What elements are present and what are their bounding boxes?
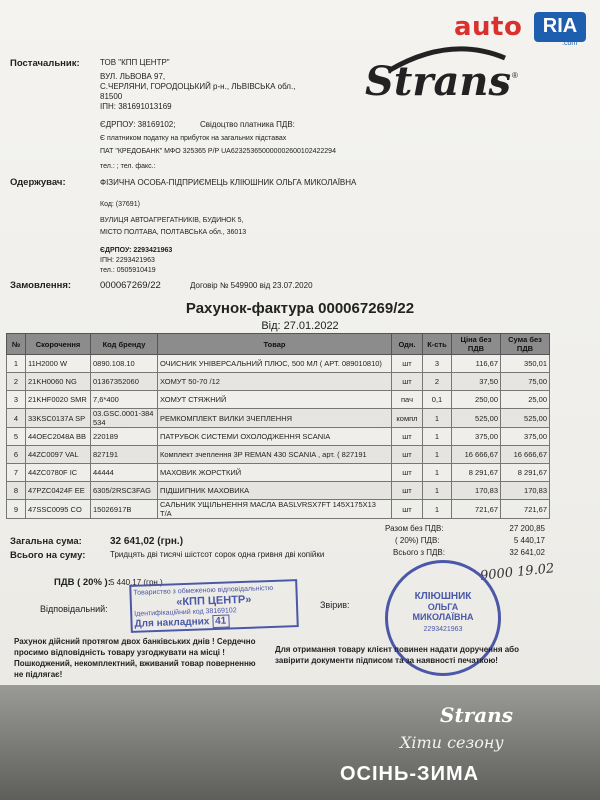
cell-unit: шт — [392, 446, 423, 464]
cell-unit: шт — [392, 482, 423, 500]
total-value: 32 641,02 — [509, 548, 545, 557]
cell-sum: 721,67 — [501, 500, 550, 519]
cell-price: 170,83 — [452, 482, 501, 500]
col-sum: Сума без ПДВ — [501, 334, 550, 355]
cell-qty: 3 — [423, 355, 452, 373]
cell-number: 5 — [7, 428, 26, 446]
company-stamp — [129, 579, 299, 633]
supplier-ipn: ІПН: 381691013169 — [100, 102, 172, 111]
cell-number: 2 — [7, 373, 26, 391]
cell-sum: 75,00 — [501, 373, 550, 391]
table-row — [7, 464, 550, 482]
totals-block — [385, 524, 545, 560]
cell-qty: 2 — [423, 373, 452, 391]
col-short: Скорочення — [26, 334, 91, 355]
table-row — [7, 373, 550, 391]
cell-number: 8 — [7, 482, 26, 500]
banner-season: ОСІНЬ-ЗИМА — [340, 763, 480, 785]
cell-short: 47SSC0095 CO — [26, 500, 91, 519]
items-header-row — [7, 334, 550, 355]
cell-price: 16 666,67 — [452, 446, 501, 464]
cell-brand-code: 827191 — [91, 446, 158, 464]
stamp-rect-line2: «КПП ЦЕНТР» — [176, 593, 252, 609]
cell-sum: 170,83 — [501, 482, 550, 500]
recipient-street: ВУЛИЦЯ АВТОАГРЕГАТНИКІВ, БУДИНОК 5, — [100, 217, 244, 224]
cell-price: 250,00 — [452, 391, 501, 409]
items-body — [7, 355, 550, 519]
cell-product: ПАТРУБОК СИСТЕМИ ОХОЛОДЖЕННЯ SCANIA — [158, 428, 392, 446]
stamp-round-name3: МИКОЛАЇВНА — [412, 612, 474, 622]
cell-number: 9 — [7, 500, 26, 519]
cell-qty: 0,1 — [423, 391, 452, 409]
cell-brand-code: 01367352060 — [91, 373, 158, 391]
vat-row-label: ПДВ ( 20% ): — [54, 577, 111, 588]
cell-short: 21KHF0020 SMR — [26, 391, 91, 409]
words-label: Всього на суму: — [10, 550, 86, 561]
stamp-round-name2: ОЛЬГА — [427, 602, 459, 612]
cell-short: 44OEC2048A BB — [26, 428, 91, 446]
col-price: Ціна без ПДВ — [452, 334, 501, 355]
cell-number: 6 — [7, 446, 26, 464]
watermark-ria: RIA — [534, 12, 586, 42]
supplier-label: Постачальник: — [10, 58, 80, 69]
cell-brand-code: 44444 — [91, 464, 158, 482]
supplier-phone: тел.: ; тел. факс.: — [100, 163, 156, 170]
cell-number: 3 — [7, 391, 26, 409]
invoice-date: Від: 27.01.2022 — [261, 320, 339, 332]
col-number: № — [7, 334, 26, 355]
invoice-title: Рахунок-фактура 000067269/22 — [185, 300, 415, 317]
vat-value: 5 440,17 — [513, 536, 545, 545]
supplier-vat-cert: Свідоцтво платника ПДВ: — [200, 120, 295, 129]
stamp-rect-number: 41 — [212, 614, 230, 628]
cell-number: 1 — [7, 355, 26, 373]
table-row — [7, 482, 550, 500]
without-vat-label: Разом без ПДВ: — [385, 524, 444, 533]
col-qty: К-сть — [423, 334, 452, 355]
cell-brand-code: 03.GSC.0001-384 534 — [91, 409, 158, 428]
cell-sum: 8 291,67 — [501, 464, 550, 482]
cell-price: 375,00 — [452, 428, 501, 446]
cell-short: 44ZC0097 VAL — [26, 446, 91, 464]
vat-row-value: 5 440,17 (грн.) — [110, 578, 163, 587]
stamp-rect-line1: Товариство з обмеженою відповідальністю — [133, 584, 274, 597]
cell-sum: 16 666,67 — [501, 446, 550, 464]
cell-product: МАХОВИК ЖОРСТКИЙ — [158, 464, 392, 482]
cell-sum: 350,01 — [501, 355, 550, 373]
table-row — [7, 409, 550, 428]
note-left: Рахунок дійсний протягом двох банківських днів ! Сердечно просимо відповідність товару узгоджувати на місці ! Пошкоджений, некомплектний, вживаний товар поверненню не підлягає! — [14, 637, 256, 679]
cell-brand-code: 7,6*400 — [91, 391, 158, 409]
cell-product: РЕМКОМПЛЕКТ ВИЛКИ ЗЧЕПЛЕННЯ — [158, 409, 392, 428]
watermark-domain: .com — [562, 40, 578, 47]
recipient-address — [100, 216, 360, 237]
cell-sum: 25,00 — [501, 391, 550, 409]
items-table — [6, 333, 550, 519]
recipient-edrpou: ЄДРПОУ: 2293421963 — [100, 247, 173, 254]
cell-product: ПІДШИПНИК МАХОВИКА — [158, 482, 392, 500]
stamp-rect-line4-text: Для накладних — [134, 616, 210, 630]
note-right: Для отримання товару клієнт повинен надати доручення або завірити документи підписом та за наявності печаткою! — [275, 645, 519, 665]
handwritten-note: 9000 19.02 — [479, 561, 556, 584]
cell-product: САЛЬНИК УЩІЛЬНЕННЯ МАСЛА BASLVRSX7FT 145X175X13 T/A — [158, 500, 392, 519]
cell-short: 21KH0060 NG — [26, 373, 91, 391]
watermark-auto: auto — [454, 12, 523, 42]
supplier-zip: 81500 — [100, 92, 123, 101]
received-label: Звірив: — [320, 600, 350, 610]
cell-qty: 1 — [423, 428, 452, 446]
banner-brand: Strans — [440, 703, 513, 727]
vat-label: ( 20%) ПДВ: — [395, 536, 440, 545]
col-product: Товар — [158, 334, 392, 355]
cell-short: 44ZC0780F IC — [26, 464, 91, 482]
table-row — [7, 500, 550, 519]
recipient-label: Одержувач: — [10, 177, 66, 188]
logo-text: Strans — [365, 58, 511, 105]
supplier-bank: ПАТ "КРЕДОБАНК" МФО 325365 Р/Р UA623253650000002600102422294 — [100, 148, 336, 155]
cell-unit: шт — [392, 500, 423, 519]
table-row — [7, 355, 550, 373]
recipient-name: ФІЗИЧНА ОСОБА-ПІДПРИЄМЕЦЬ КЛІЮШНИК ОЛЬГА МИКОЛАЇВНА — [100, 178, 357, 187]
cell-product: ХОМУТ СТЯЖНИЙ — [158, 391, 392, 409]
cell-unit: пач — [392, 391, 423, 409]
cell-qty: 1 — [423, 464, 452, 482]
cell-number: 7 — [7, 464, 26, 482]
recipient-phone: тел.: 0505910419 — [100, 267, 156, 274]
cell-sum: 525,00 — [501, 409, 550, 428]
recipient-ipn: ІПН: 2293421963 — [100, 257, 155, 264]
issued-label: Відповідальний: — [40, 604, 108, 614]
cell-qty: 1 — [423, 482, 452, 500]
supplier-street: ВУЛ. ЛЬВОВА 97, — [100, 72, 166, 81]
cell-unit: компл — [392, 409, 423, 428]
recipient-code: Код: (37691) — [100, 201, 140, 208]
banner-slogan: Хіти сезону — [400, 733, 504, 752]
cell-price: 8 291,67 — [452, 464, 501, 482]
cell-product: ХОМУТ 50-70 /12 — [158, 373, 392, 391]
cell-qty: 1 — [423, 500, 452, 519]
table-row — [7, 391, 550, 409]
cell-qty: 1 — [423, 446, 452, 464]
cell-price: 116,67 — [452, 355, 501, 373]
promo-banner — [0, 685, 600, 800]
cell-product: ОЧИСНИК УНІВЕРСАЛЬНИЙ ПЛЮС, 500 МЛ ( АРТ. 089010810) — [158, 355, 392, 373]
recipient-city: МІСТО ПОЛТАВА, ПОЛТАВСЬКА обл., 36013 — [100, 229, 247, 236]
table-row — [7, 428, 550, 446]
cell-unit: шт — [392, 373, 423, 391]
cell-unit: шт — [392, 355, 423, 373]
stamp-round-code: 2293421963 — [423, 626, 463, 633]
supplier-block — [100, 58, 400, 112]
order-number: 000067269/22 — [100, 280, 161, 291]
cell-unit: шт — [392, 464, 423, 482]
without-vat-value: 27 200,85 — [509, 524, 545, 533]
col-unit: Одн. — [392, 334, 423, 355]
cell-short: 47PZC0424F EE — [26, 482, 91, 500]
col-brand-code: Код бренду — [91, 334, 158, 355]
cell-brand-code: 220189 — [91, 428, 158, 446]
table-row — [7, 446, 550, 464]
order-label: Замовлення: — [10, 280, 72, 291]
logo-mark: ® — [512, 71, 518, 80]
sum-label: Загальна сума: — [10, 536, 82, 547]
supplier-profit-tax: Є платником податку на прибуток на загальних підставах — [100, 135, 287, 142]
sum-value: 32 641,02 (грн.) — [110, 536, 184, 547]
cell-number: 4 — [7, 409, 26, 428]
order-contract: Договір № 549900 від 23.07.2020 — [190, 281, 313, 290]
stamp-rect-line3: Ідентифікаційний код 38169102 — [134, 607, 237, 618]
cell-price: 37,50 — [452, 373, 501, 391]
cell-brand-code: 6305/2RSC3FAG — [91, 482, 158, 500]
words-value: Тридцять дві тисячі шістсот сорок одна гривня дві копійки — [110, 550, 325, 559]
total-label: Всього з ПДВ: — [393, 548, 445, 557]
cell-product: Комплект зчеплення 3P REMAN 430 SCANIA , арт. ( 827191 — [158, 446, 392, 464]
stamp-round-name1: КЛІЮШНИК — [414, 591, 472, 602]
supplier-edrpou: ЄДРПОУ: 38169102; — [100, 120, 176, 129]
cell-price: 721,67 — [452, 500, 501, 519]
cell-brand-code: 15026917B — [91, 500, 158, 519]
cell-sum: 375,00 — [501, 428, 550, 446]
cell-short: 11H2000 W — [26, 355, 91, 373]
cell-unit: шт — [392, 428, 423, 446]
cell-short: 33KSC0137A SP — [26, 409, 91, 428]
supplier-name: ТОВ "КПП ЦЕНТР" — [100, 58, 170, 67]
cell-brand-code: 0890.108.10 — [91, 355, 158, 373]
cell-price: 525,00 — [452, 409, 501, 428]
supplier-city: С.ЧЕРЛЯНИ, ГОРОДОЦЬКИЙ р-н., ЛЬВІВСЬКА обл., — [100, 82, 296, 91]
cell-qty: 1 — [423, 409, 452, 428]
